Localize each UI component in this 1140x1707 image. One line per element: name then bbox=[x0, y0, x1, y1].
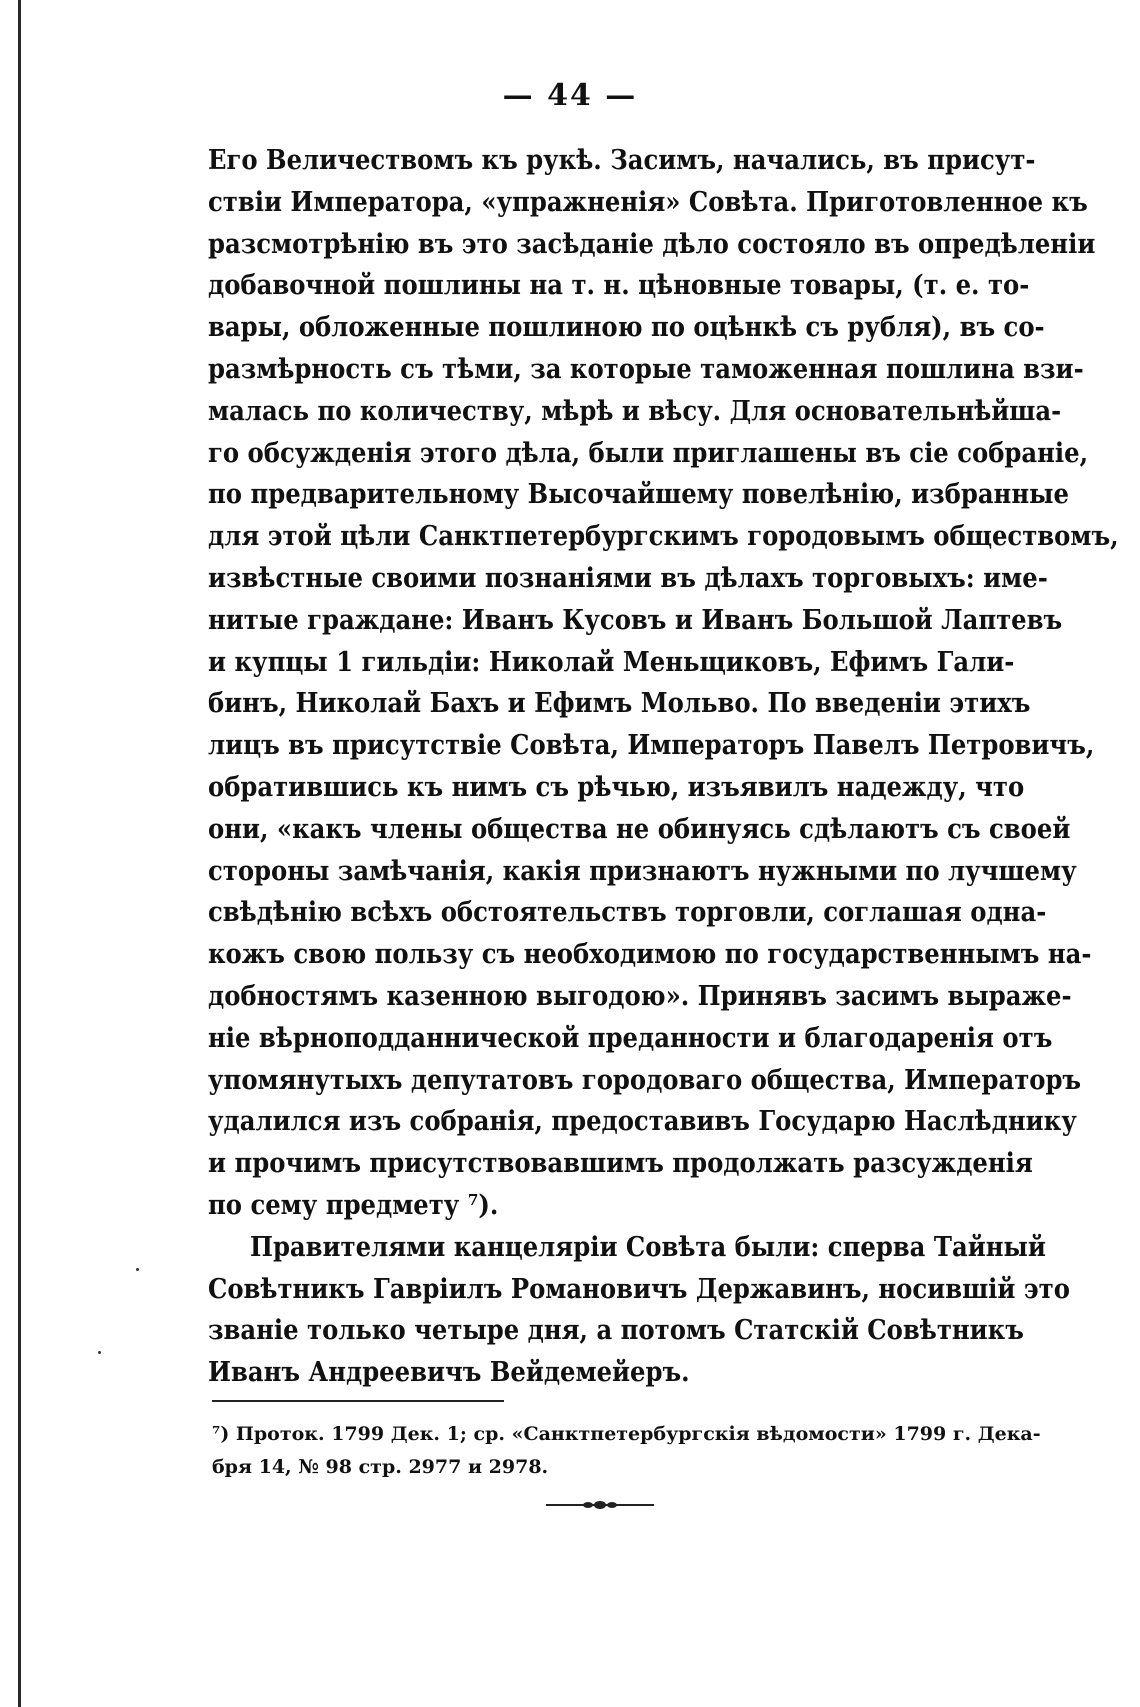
end-ornament bbox=[546, 1499, 654, 1511]
footnote-separator bbox=[212, 1400, 504, 1402]
text-line: по сему предмету ⁷). bbox=[208, 1189, 499, 1221]
text-line: го обсужденія этого дѣла, были приглашены въ сіе собраніе, bbox=[208, 437, 1089, 469]
text-line: добавочной пошлины на т. н. цѣновные товары, (т. е. то- bbox=[208, 270, 1030, 302]
text-line: бинъ, Николай Бахъ и Ефимъ Мольво. По введеніи этихъ bbox=[208, 688, 1031, 720]
text-line: добностямъ казенною выгодою». Принявъ засимъ выраже- bbox=[208, 980, 1072, 1012]
text-line: нитые граждане: Иванъ Кусовъ и Иванъ Большой Лаптевъ bbox=[208, 604, 1063, 636]
text-line: вары, обложенные пошлиною по оцѣнкѣ съ рубля), въ со- bbox=[208, 312, 1045, 344]
text-line: и прочимъ присутствовавшимъ продолжать разсужденія bbox=[208, 1148, 1033, 1180]
text-line: по предварительному Высочайшему повелѣнію, избранные bbox=[208, 479, 1069, 511]
footnote bbox=[212, 1418, 1041, 1484]
footnote-line: ⁷) Проток. 1799 Дек. 1; ср. «Санктпетербургскія вѣдомости» 1799 г. Дека- bbox=[212, 1423, 1041, 1445]
text-line: для этой цѣли Санктпетербургскимъ городовымъ обществомъ, bbox=[208, 521, 1119, 553]
text-line: Совѣтникъ Гавріилъ Романовичъ Державинъ, носившій это bbox=[208, 1273, 1070, 1305]
page-edge-line bbox=[18, 0, 21, 1707]
text-line: Его Величествомъ къ рукѣ. Засимъ, начались, въ присут- bbox=[208, 145, 1036, 176]
text-line: извѣстные своими познаніями въ дѣлахъ торговыхъ: име- bbox=[208, 562, 1048, 594]
text-line: званіе только четыре дня, а потомъ Статскій Совѣтникъ bbox=[208, 1315, 1024, 1347]
text-line: Правителями канцеляріи Совѣта были: сперва Тайный bbox=[250, 1231, 1046, 1263]
text-line: кожъ свою пользу съ необходимою по государственнымъ на- bbox=[208, 939, 1092, 971]
text-line: размѣрность съ тѣми, за которые таможенная пошлина взи- bbox=[208, 353, 1084, 385]
footnote-line: бря 14, № 98 стр. 2977 и 2978. bbox=[212, 1456, 549, 1478]
text-line: удалился изъ собранія, предоставивъ Государю Наслѣднику bbox=[208, 1106, 1077, 1138]
text-line: лицъ въ присутствіе Совѣта, Императоръ Павелъ Петровичъ, bbox=[208, 730, 1095, 762]
text-line: ніе вѣрноподданнической преданности и благодаренія отъ bbox=[208, 1022, 1053, 1054]
text-line: свѣдѣнію всѣхъ обстоятельствъ торговли, соглашая одна- bbox=[208, 897, 1047, 929]
text-line: ствіи Императора, «упражненія» Совѣта. Приготовленное къ bbox=[208, 186, 1088, 218]
text-line: разсмотрѣнію въ это засѣданіе дѣло состояло въ опредѣленіи bbox=[208, 228, 1096, 260]
text-line: Иванъ Андреевичъ Вейдемейеръ. bbox=[208, 1357, 690, 1389]
text-line: стороны замѣчанія, какія признаютъ нужными по лучшему bbox=[208, 855, 1077, 887]
print-speck bbox=[136, 1268, 139, 1271]
text-line: и купцы 1 гильдіи: Николай Меньщиковъ, Ефимъ Гали- bbox=[208, 646, 1015, 678]
page-number: — 44 — bbox=[502, 78, 638, 113]
main-text bbox=[208, 140, 1119, 1394]
text-line: малась по количеству, мѣрѣ и вѣсу. Для основательнѣйша- bbox=[208, 395, 1062, 427]
text-line: они, «какъ члены общества не обинуясь сдѣлаютъ съ своей bbox=[208, 813, 1071, 845]
text-line: упомянутыхъ депутатовъ городоваго общества, Императоръ bbox=[208, 1064, 1082, 1096]
print-speck bbox=[98, 1351, 101, 1354]
text-line: обратившись къ нимъ съ рѣчью, изъявилъ надежду, что bbox=[208, 771, 1025, 803]
